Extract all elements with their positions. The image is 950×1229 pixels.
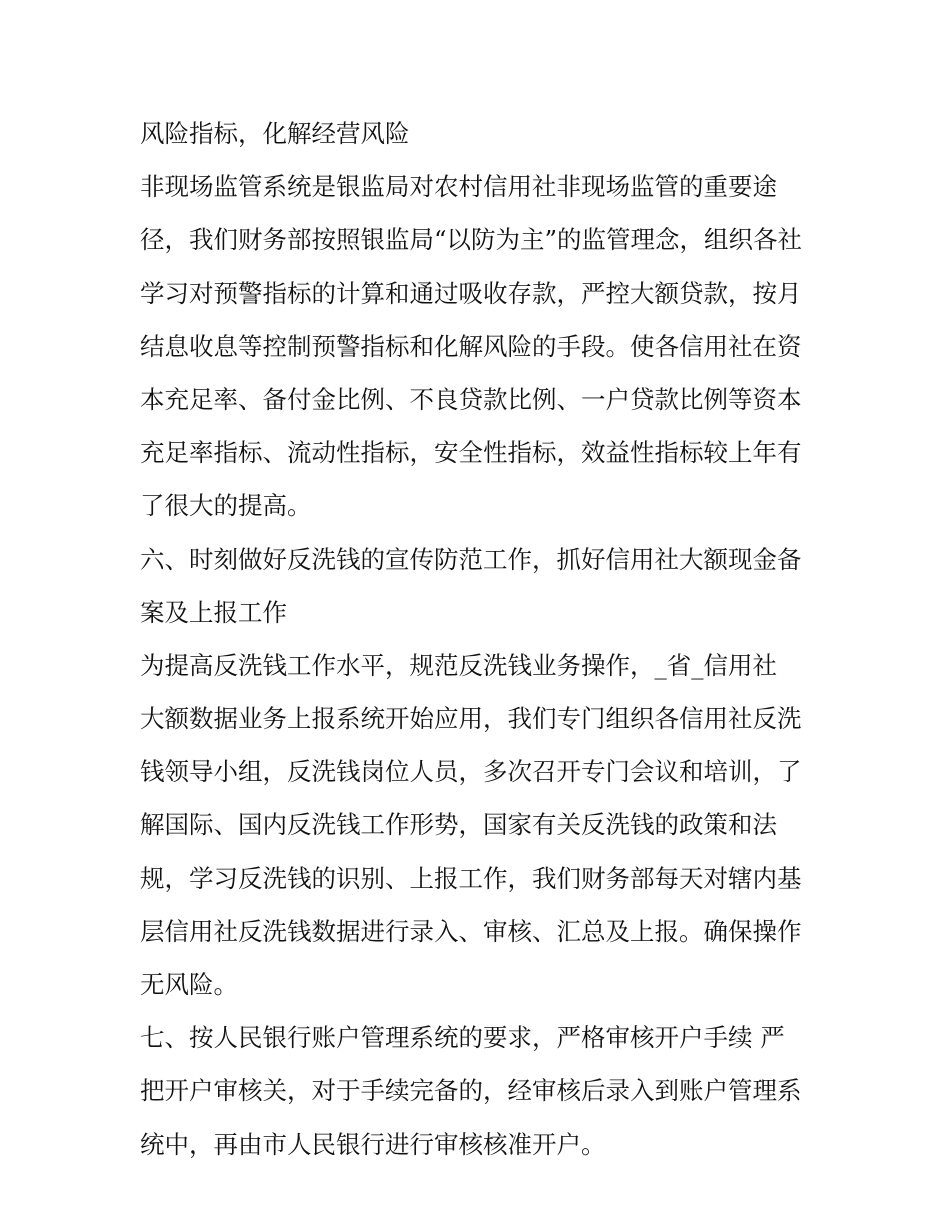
section-heading: 七、按人民银行账户管理系统的要求，严格审核开户手续 严 [140, 1023, 785, 1053]
text-line: 解国际、国内反洗钱工作形势，国家有关反洗钱的政策和法 [140, 810, 777, 840]
text-line: 把开户审核关，对于手续完备的，经审核后录入到账户管理系 [140, 1076, 802, 1106]
section-heading: 六、时刻做好反洗钱的宣传防范工作，抓好信用社大额现金备 [140, 544, 802, 574]
text-line: 结息收息等控制预警指标和化解风险的手段。使各信用社在资 [140, 331, 802, 361]
text-line: 风险指标，化解经营风险 [140, 119, 410, 148]
text-line: 无风险。 [140, 970, 238, 999]
text-line: 充足率指标、流动性指标，安全性指标，效益性指标较上年有 [140, 438, 802, 468]
section-heading: 案及上报工作 [140, 597, 287, 627]
text-line: 统中，再由市人民银行进行审核核准开户。 [140, 1129, 606, 1159]
text-line: 径，我们财务部按照银监局“以防为主”的监管理念，组织各社 [140, 225, 803, 255]
text-line: 学习对预警指标的计算和通过吸收存款，严控大额贷款，按月 [140, 278, 802, 308]
text-line: 大额数据业务上报系统开始应用，我们专门组织各信用社反洗 [140, 704, 802, 734]
document-body [140, 107, 820, 1171]
text-line: 层信用社反洗钱数据进行录入、审核、汇总及上报。确保操作 [140, 916, 802, 946]
text-line: 规，学习反洗钱的识别、上报工作，我们财务部每天对辖内基 [140, 863, 802, 893]
text-line: 钱领导小组，反洗钱岗位人员，多次召开专门会议和培训，了 [140, 757, 802, 787]
text-line: 非现场监管系统是银监局对农村信用社非现场监管的重要途 [140, 172, 777, 202]
text-line: 了很大的提高。 [140, 491, 312, 521]
text-line: 本充足率、备付金比例、不良贷款比例、一户贷款比例等资本 [140, 384, 802, 414]
text-line: 为提高反洗钱工作水平，规范反洗钱业务操作，_省_信用社 [140, 650, 777, 680]
